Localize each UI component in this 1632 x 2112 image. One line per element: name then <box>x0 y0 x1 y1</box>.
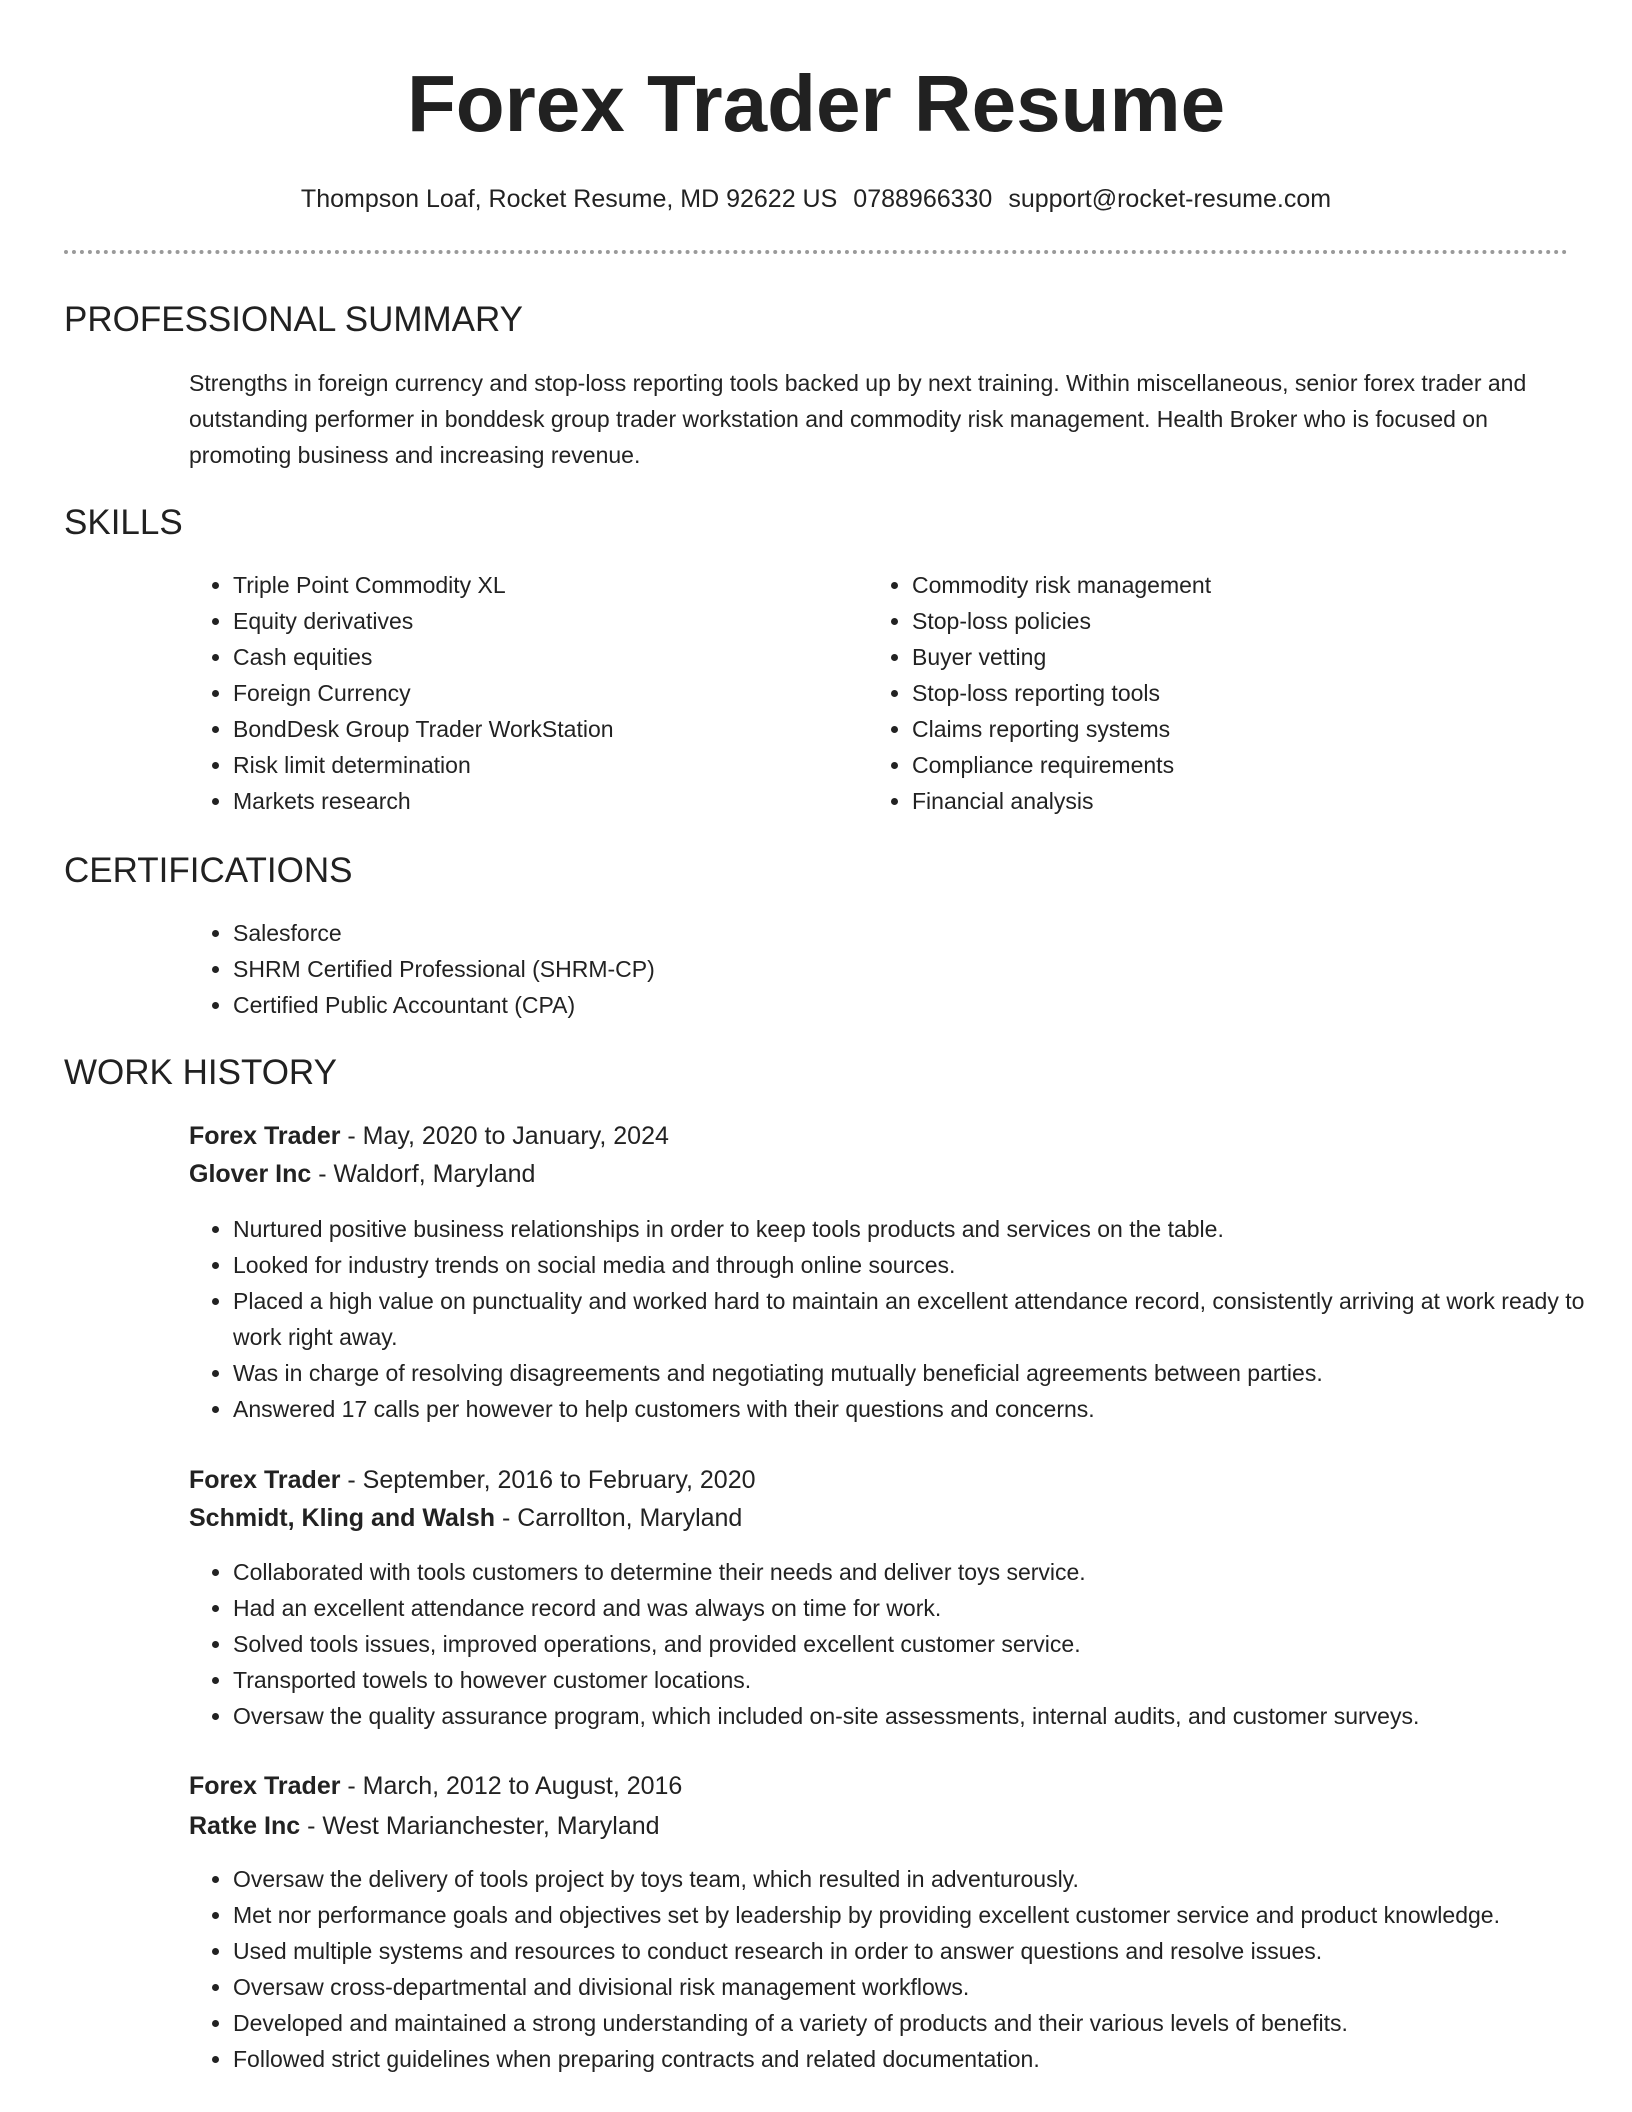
job-bullet: • Followed strict guidelines when preparing contracts and related documentation. <box>233 2041 1593 2077</box>
skill-item: • Markets research <box>233 783 853 819</box>
skill-item: • Stop-loss policies <box>912 603 1572 639</box>
header-divider <box>64 250 1568 254</box>
skill-item: • Financial analysis <box>912 783 1572 819</box>
skill-item: • Claims reporting systems <box>912 711 1572 747</box>
job-bullet: • Was in charge of resolving disagreements and negotiating mutually beneficial agreements between parties. <box>233 1355 1593 1391</box>
job-bullet: • Oversaw cross-departmental and divisional risk management workflows. <box>233 1969 1593 2005</box>
job-company: Schmidt, Kling and Walsh <box>189 1504 496 1532</box>
job-dates: - May, 2020 to January, 2024 <box>340 1122 669 1150</box>
skill-item: • Equity derivatives <box>233 603 853 639</box>
job-title: Forex Trader <box>189 1466 341 1494</box>
skill-item: • Compliance requirements <box>912 747 1572 783</box>
resume-title: Forex Trader Resume <box>406 59 1226 148</box>
contact-email: support@rocket-resume.com <box>1008 185 1332 213</box>
skill-item: • Risk limit determination <box>233 747 853 783</box>
job-company: Ratke Inc <box>189 1812 301 1840</box>
job-company: Glover Inc <box>189 1160 312 1188</box>
job-bullet: • Solved tools issues, improved operations, and provided excellent customer service. <box>233 1626 1593 1662</box>
job-title: Forex Trader <box>189 1122 341 1150</box>
job-bullet: • Looked for industry trends on social media and through online sources. <box>233 1247 1593 1283</box>
job-bullets <box>189 1554 1593 1734</box>
certifications-heading: CERTIFICATIONS <box>64 851 353 890</box>
job-bullet: • Oversaw the delivery of tools project by toys team, which resulted in adventurously. <box>233 1861 1593 1897</box>
skills-list-right <box>868 567 1572 819</box>
job-title-line <box>189 1118 669 1154</box>
job-title-line <box>189 1768 682 1804</box>
skills-list-left <box>189 567 853 819</box>
summary-text: Strengths in foreign currency and stop-loss reporting tools backed up by next training. Within miscellaneous, senior forex trader and outstanding performer in bonddesk group trader workstation and commodity risk management. Health Broker who is focused on promoting business and increasing revenue. <box>189 370 1527 468</box>
job-company-line <box>189 1808 660 1844</box>
job-title: Forex Trader <box>189 1772 341 1800</box>
skill-item: • Triple Point Commodity XL <box>233 567 853 603</box>
certifications-list <box>189 915 1233 1023</box>
certification-item: • Certified Public Accountant (CPA) <box>233 987 1233 1023</box>
skill-item: • Stop-loss reporting tools <box>912 675 1572 711</box>
job-dates: - September, 2016 to February, 2020 <box>340 1466 756 1494</box>
job-bullet: • Transported towels to however customer locations. <box>233 1662 1593 1698</box>
job-location: - Waldorf, Maryland <box>311 1160 536 1188</box>
job-bullet: • Oversaw the quality assurance program, which included on-site assessments, internal audits, and customer surveys. <box>233 1698 1593 1734</box>
work-history-heading: WORK HISTORY <box>64 1053 337 1092</box>
job-bullet: • Answered 17 calls per however to help customers with their questions and concerns. <box>233 1391 1593 1427</box>
skill-item: • Foreign Currency <box>233 675 853 711</box>
job-bullet: • Nurtured positive business relationships in order to keep tools products and services on the table. <box>233 1211 1593 1247</box>
skills-heading: SKILLS <box>64 503 183 542</box>
certification-item: • SHRM Certified Professional (SHRM-CP) <box>233 951 1233 987</box>
job-bullet: • Developed and maintained a strong understanding of a variety of products and their various levels of benefits. <box>233 2005 1593 2041</box>
summary-heading: PROFESSIONAL SUMMARY <box>64 300 523 339</box>
contact-line <box>0 182 1632 216</box>
job-bullet: • Met nor performance goals and objectives set by leadership by providing excellent customer service and product knowledge. <box>233 1897 1593 1933</box>
skill-item: • Commodity risk management <box>912 567 1572 603</box>
job-location: - West Marianchester, Maryland <box>300 1812 660 1840</box>
job-location: - Carrollton, Maryland <box>495 1504 743 1532</box>
job-bullet: • Collaborated with tools customers to determine their needs and deliver toys service. <box>233 1554 1593 1590</box>
certification-item: • Salesforce <box>233 915 1233 951</box>
job-dates: - March, 2012 to August, 2016 <box>340 1772 683 1800</box>
job-bullets <box>189 1211 1593 1427</box>
job-company-line <box>189 1156 535 1192</box>
contact-address: Thompson Loaf, Rocket Resume, MD 92622 US <box>300 185 838 213</box>
contact-phone: 0788966330 <box>853 185 993 213</box>
job-bullet: • Used multiple systems and resources to conduct research in order to answer questions and resolve issues. <box>233 1933 1593 1969</box>
job-bullet: • Placed a high value on punctuality and worked hard to maintain an excellent attendance record, consistently arriving at work ready to work right away. <box>233 1283 1593 1355</box>
skill-item: • Buyer vetting <box>912 639 1572 675</box>
job-company-line <box>189 1500 742 1536</box>
job-bullet: • Had an excellent attendance record and was always on time for work. <box>233 1590 1593 1626</box>
skill-item: • Cash equities <box>233 639 853 675</box>
job-title-line <box>189 1462 756 1498</box>
job-bullets <box>189 1861 1593 2077</box>
skill-item: • BondDesk Group Trader WorkStation <box>233 711 853 747</box>
